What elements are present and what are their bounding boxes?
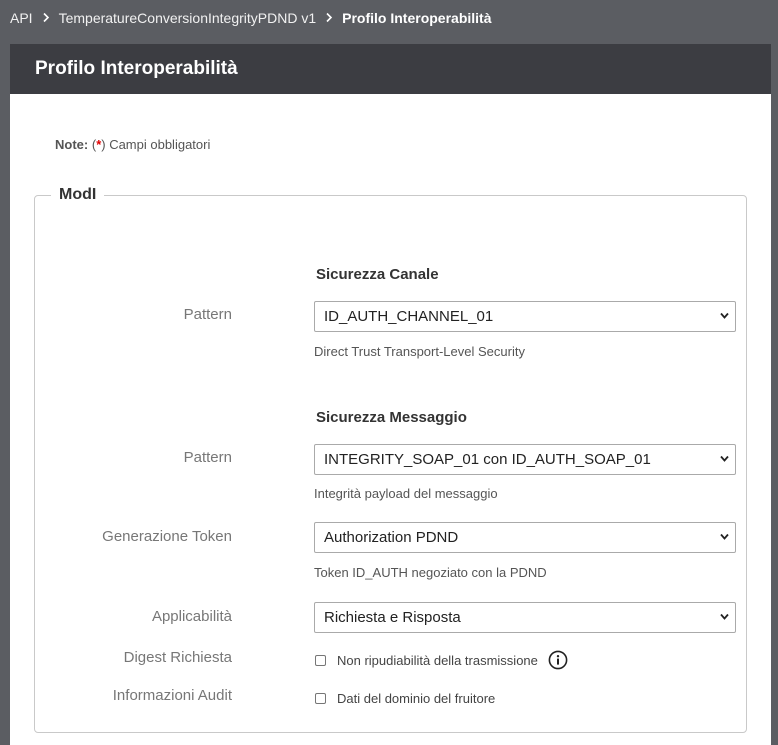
breadcrumb-item-api-name[interactable]: TemperatureConversionIntegrityPDND v1 [58, 10, 317, 26]
chevron-right-icon [325, 11, 333, 26]
modi-legend: ModI [59, 186, 97, 203]
note-open: ( [91, 137, 97, 152]
informazioni-audit-row [314, 691, 495, 706]
digest-richiesta-row [314, 650, 568, 670]
chevron-down-icon [720, 311, 729, 320]
breadcrumb-item-api[interactable]: API [10, 10, 33, 26]
generazione-token-value: Authorization PDND [324, 529, 459, 546]
digest-richiesta-checkbox[interactable] [315, 655, 326, 666]
digest-richiesta-text: Non ripudiabilità della trasmissione [337, 652, 538, 668]
pattern-messaggio-select[interactable] [314, 444, 736, 475]
generazione-token-label: Generazione Token [102, 528, 232, 545]
note-text: ) Campi obbligatori [101, 137, 211, 152]
chevron-down-icon [720, 612, 729, 621]
applicabilita-select[interactable] [314, 602, 736, 633]
applicabilita-label: Applicabilità [151, 608, 232, 625]
pattern-messaggio-help: Integrità payload del messaggio [314, 486, 498, 501]
pattern-messaggio-value: INTEGRITY_SOAP_01 con ID_AUTH_SOAP_01 [324, 451, 651, 468]
pattern-canale-label: Pattern [183, 306, 232, 323]
pattern-canale-value: ID_AUTH_CHANNEL_01 [324, 308, 494, 325]
page-title: Profilo Interoperabilità [35, 58, 238, 79]
note-label: Note: [55, 137, 89, 152]
required-note [55, 137, 210, 152]
pattern-canale-help: Direct Trust Transport-Level Security [314, 344, 525, 359]
required-mark: * [96, 137, 102, 152]
page-header [10, 44, 771, 94]
breadcrumb [10, 0, 778, 36]
chevron-down-icon [720, 532, 729, 541]
generazione-token-help: Token ID_AUTH negoziato con la PDND [314, 565, 547, 580]
section-title-sicurezza-messaggio: Sicurezza Messaggio [316, 409, 467, 426]
generazione-token-select[interactable] [314, 522, 736, 553]
section-title-sicurezza-canale: Sicurezza Canale [316, 266, 439, 283]
modi-fieldset [34, 186, 747, 733]
informazioni-audit-checkbox[interactable] [315, 693, 326, 704]
info-icon[interactable] [548, 650, 568, 670]
main-panel [10, 94, 771, 745]
chevron-right-icon [42, 11, 50, 26]
informazioni-audit-label: Informazioni Audit [112, 687, 232, 704]
chevron-down-icon [720, 454, 729, 463]
digest-richiesta-label: Digest Richiesta [123, 649, 232, 666]
breadcrumb-item-current: Profilo Interoperabilità [342, 10, 492, 26]
pattern-messaggio-label: Pattern [183, 449, 232, 466]
pattern-canale-select[interactable] [314, 301, 736, 332]
applicabilita-value: Richiesta e Risposta [324, 609, 461, 626]
informazioni-audit-text: Dati del dominio del fruitore [337, 691, 496, 706]
